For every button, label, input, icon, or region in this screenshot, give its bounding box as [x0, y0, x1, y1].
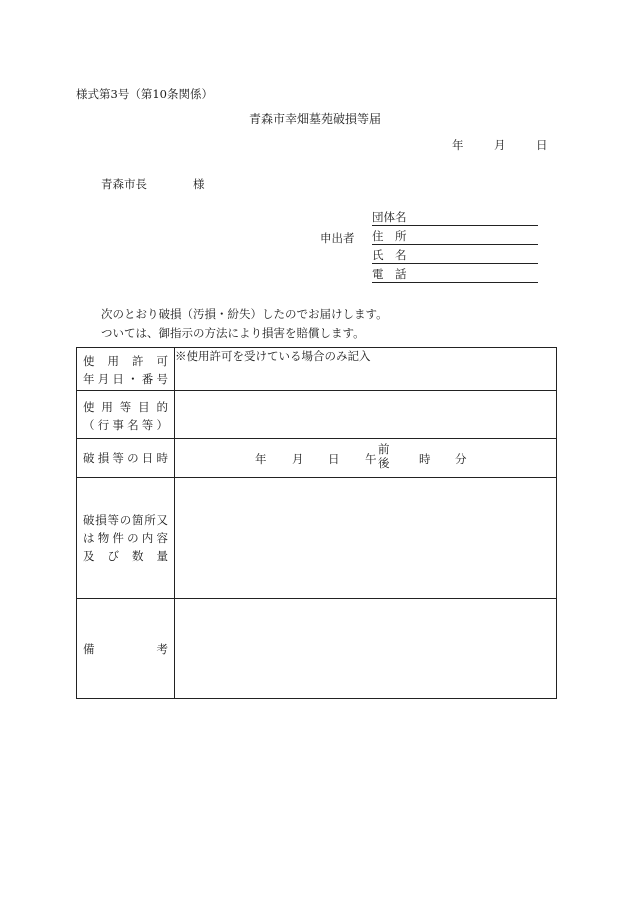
- document-title: 青森市幸畑墓苑破損等届: [248, 112, 381, 126]
- dt-day: 日: [328, 452, 340, 466]
- form-number: 様式第3号（第10条関係）: [76, 87, 213, 101]
- date-month: 月: [494, 138, 506, 152]
- permit-label-line2: 年 月 日 ・ 番 号: [83, 372, 168, 386]
- date-day: 日: [536, 138, 548, 152]
- purpose-label-line2: （ 行 事 名 等 ）: [83, 418, 168, 432]
- location-input-cell[interactable]: [175, 478, 557, 599]
- remarks-input-cell[interactable]: [175, 599, 557, 699]
- dt-ampm: [378, 442, 390, 470]
- notice-line-1: 次のとおり破損（汚損・紛失）したのでお届けします。: [101, 307, 388, 321]
- dt-hour: 時: [419, 452, 431, 466]
- table-row: [77, 391, 557, 439]
- address-label: 住 所: [372, 229, 407, 243]
- datetime-label: 破 損 等 の 日 時: [83, 451, 168, 465]
- dt-year: 年: [255, 452, 267, 466]
- table-row: [77, 348, 557, 391]
- purpose-input-cell[interactable]: [175, 391, 557, 439]
- group-name-label: 団体名: [372, 210, 407, 224]
- applicant-name-label: 氏 名: [372, 248, 407, 262]
- submission-date: [452, 137, 548, 153]
- dt-minute: 分: [455, 452, 467, 466]
- dt-noon: 午: [365, 452, 377, 466]
- addressee: [101, 176, 205, 192]
- address-field[interactable]: [372, 228, 538, 245]
- phone-field[interactable]: [372, 266, 538, 283]
- location-label-line1: 破 損 等 の 箇 所 又: [83, 513, 168, 527]
- dt-month: 月: [292, 452, 304, 466]
- addressee-honorific: 様: [193, 177, 205, 191]
- datetime-input-cell[interactable]: [175, 439, 557, 478]
- dt-pm: 後: [378, 456, 390, 470]
- damage-report-table: [76, 347, 557, 699]
- applicant-label: 申出者: [320, 231, 355, 245]
- dt-am: 前: [378, 442, 390, 456]
- datetime-label-cell: [77, 439, 175, 478]
- date-year: 年: [452, 138, 464, 152]
- location-label-cell: [77, 478, 175, 599]
- phone-label: 電 話: [372, 267, 407, 281]
- remarks-label-cell: [77, 599, 175, 699]
- remarks-label: 備 考: [83, 641, 168, 656]
- addressee-name: 青森市長: [101, 177, 147, 191]
- permit-note: ※使用許可を受けている場合のみ記入: [175, 349, 371, 363]
- notice-line-2: ついては、御指示の方法により損害を賠償します。: [101, 326, 365, 340]
- purpose-label-cell: [77, 391, 175, 439]
- permit-label-cell: [77, 348, 175, 391]
- purpose-label-line1: 使 用 等 目 的: [83, 400, 168, 414]
- permit-label-line1: 使 用 許 可: [83, 354, 168, 368]
- location-label-line2: は 物 件 の 内 容: [83, 531, 168, 545]
- table-row: [77, 478, 557, 599]
- group-name-field[interactable]: [372, 209, 538, 226]
- location-label-line3: 及 び 数 量: [83, 549, 168, 563]
- table-row: [77, 599, 557, 699]
- table-row: [77, 439, 557, 478]
- applicant-name-field[interactable]: [372, 247, 538, 264]
- permit-input-cell[interactable]: [175, 348, 557, 391]
